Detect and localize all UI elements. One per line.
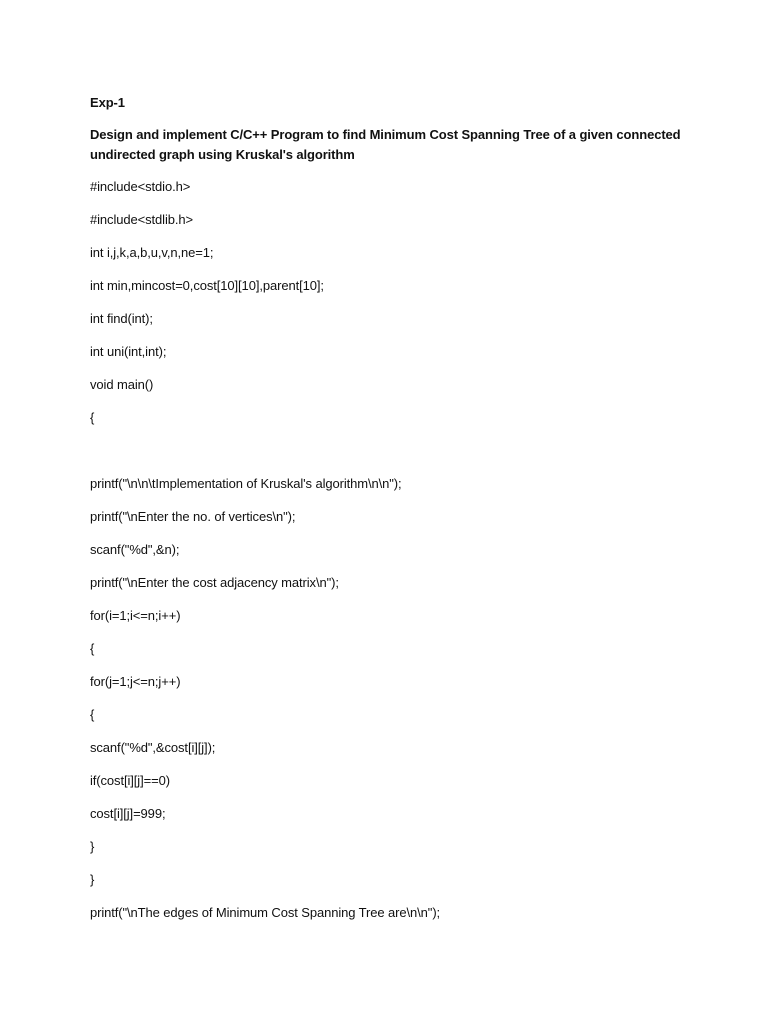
code-line: } — [90, 872, 95, 887]
code-line: int min,mincost=0,cost[10][10],parent[10]; — [90, 278, 324, 293]
document-title — [90, 125, 690, 165]
code-line: void main() — [90, 377, 154, 392]
code-line: for(j=1;j<=n;j++) — [90, 674, 181, 689]
code-line: int find(int); — [90, 311, 153, 326]
code-line: scanf("%d",&n); — [90, 542, 180, 557]
code-line: cost[i][j]=999; — [90, 806, 166, 821]
code-line: printf("\n\n\tImplementation of Kruskal's algorithm\n\n"); — [90, 476, 402, 491]
code-line: #include<stdio.h> — [90, 179, 191, 194]
code-line: #include<stdlib.h> — [90, 212, 193, 227]
code-line: } — [90, 839, 95, 854]
code-line: int i,j,k,a,b,u,v,n,ne=1; — [90, 245, 214, 260]
code-line: int uni(int,int); — [90, 344, 167, 359]
title-line-2: undirected graph using Kruskal's algorithm — [90, 147, 355, 162]
title-line-1: Design and implement C/C++ Program to find Minimum Cost Spanning Tree of a given connected — [90, 127, 681, 142]
exp-label: Exp-1 — [90, 95, 125, 110]
code-line: { — [90, 707, 95, 722]
code-line: printf("\nEnter the no. of vertices\n"); — [90, 509, 296, 524]
code-line: printf("\nEnter the cost adjacency matrix\n"); — [90, 575, 339, 590]
code-line: { — [90, 641, 95, 656]
code-line: for(i=1;i<=n;i++) — [90, 608, 181, 623]
code-line: scanf("%d",&cost[i][j]); — [90, 740, 216, 755]
code-line: printf("\nThe edges of Minimum Cost Spanning Tree are\n\n"); — [90, 905, 441, 920]
code-line: if(cost[i][j]==0) — [90, 773, 170, 788]
code-line: { — [90, 410, 95, 425]
